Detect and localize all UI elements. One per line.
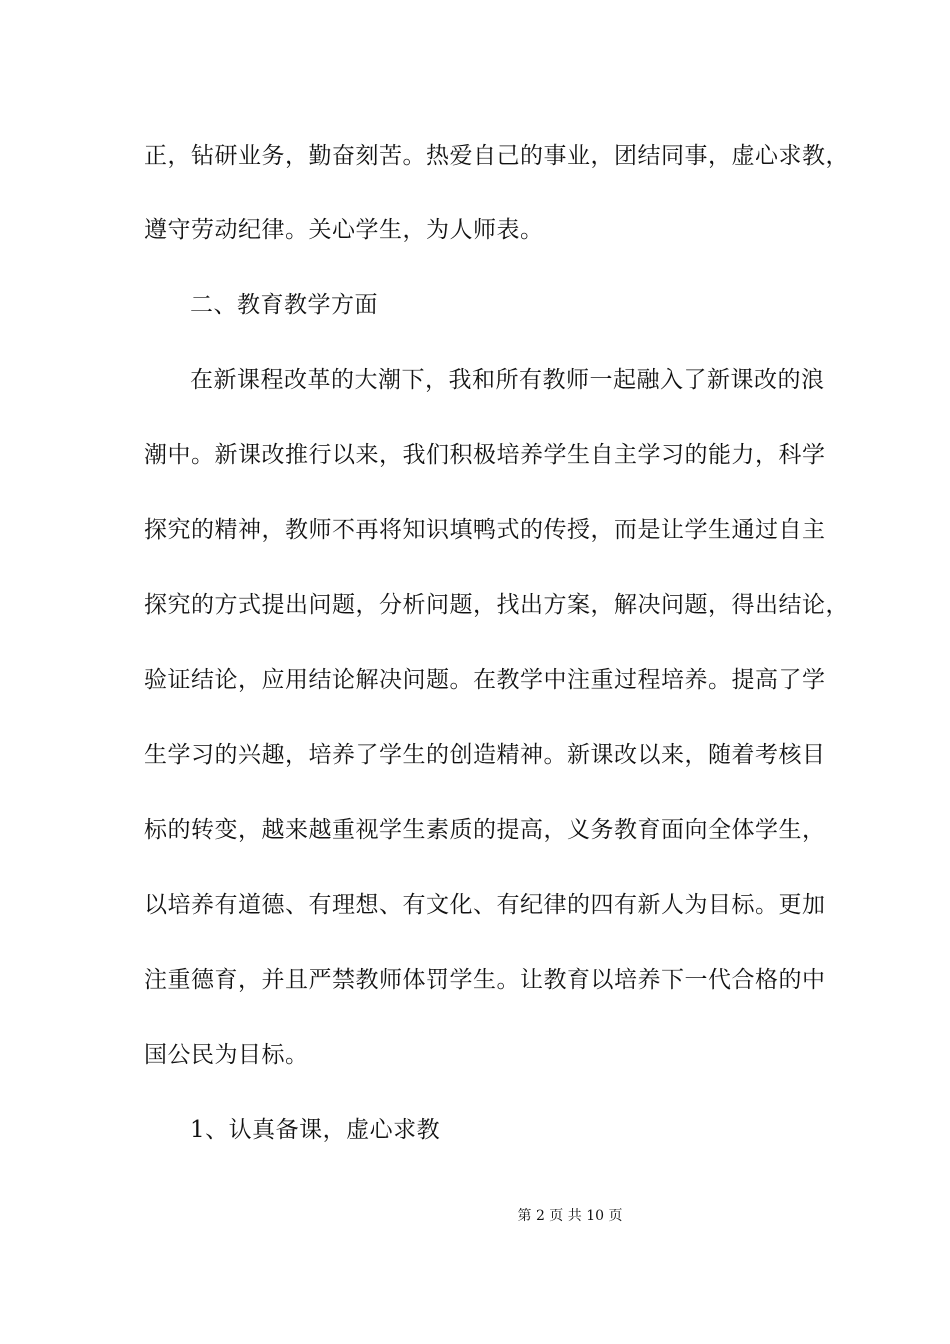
body-text-line: 探究的方式提出问题，分析问题，找出方案，解决问题，得出结论，: [144, 592, 849, 618]
body-text-line: 在新课程改革的大潮下，我和所有教师一起融入了新课改的浪: [190, 367, 825, 393]
section-heading: 二、教育教学方面: [190, 292, 378, 318]
body-text-line: 探究的精神，教师不再将知识填鸭式的传授，而是让学生通过自主: [144, 517, 826, 543]
body-text-line: 标的转变，越来越重视学生素质的提高，义务教育面向全体学生，: [144, 817, 826, 843]
page-number-footer: 第 2 页 共 10 页: [517, 1208, 623, 1224]
body-text-line: 潮中。新课改推行以来，我们积极培养学生自主学习的能力，科学: [144, 442, 826, 468]
body-text-line: 正，钻研业务，勤奋刻苦。热爱自己的事业，团结同事，虚心求教，: [144, 143, 849, 169]
body-text-line: 以培养有道德、有理想、有文化、有纪律的四有新人为目标。更加: [144, 892, 826, 918]
body-text-line: 生学习的兴趣，培养了学生的创造精神。新课改以来，随着考核目: [144, 742, 826, 768]
body-text-line: 验证结论，应用结论解决问题。在教学中注重过程培养。提高了学: [144, 667, 826, 693]
subsection-heading: 1、认真备课，虚心求教: [190, 1117, 441, 1143]
body-text-line: 国公民为目标。: [144, 1042, 309, 1068]
body-text-line: 遵守劳动纪律。关心学生，为人师表。: [144, 217, 544, 243]
body-text-line: 注重德育，并且严禁教师体罚学生。让教育以培养下一代合格的中: [144, 967, 826, 993]
